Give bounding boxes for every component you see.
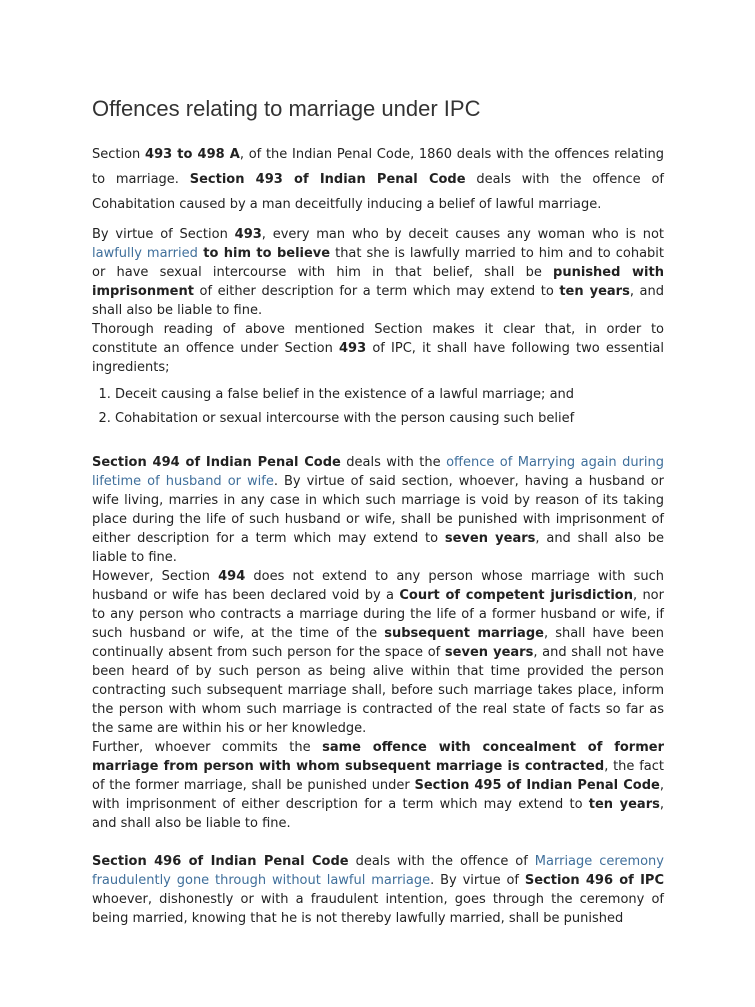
bold-text: seven years bbox=[444, 645, 534, 660]
bold-text: punished with imprisonment bbox=[92, 265, 664, 299]
bold-text: Section 495 of Indian Penal Code bbox=[414, 778, 660, 793]
document-page bbox=[92, 96, 664, 928]
bold-text: 493 bbox=[234, 227, 262, 242]
bold-text: seven years bbox=[444, 531, 536, 546]
link-marriage-ceremony[interactable]: Marriage ceremony fraudulently gone through without lawful marriage bbox=[92, 854, 664, 888]
text: , nor to any person who contracts a marriage during the life of a former husband or wife, if such husband or wife, at the time of the bbox=[92, 588, 664, 641]
text: , and shall also be liable to fine. bbox=[92, 531, 664, 565]
text: , the fact of the former marriage, shall be punished under bbox=[92, 759, 664, 793]
text: , and shall also be liable to fine. bbox=[92, 284, 664, 318]
bold-text: 493 bbox=[339, 341, 367, 356]
text: Thorough reading of above mentioned Section makes it clear that, in order to constitute an offence under Section bbox=[92, 322, 664, 356]
paragraph-section-494 bbox=[92, 453, 664, 567]
text: Section bbox=[92, 147, 146, 162]
paragraph-ingredients-intro bbox=[92, 320, 664, 377]
text: Further, whoever commits the bbox=[92, 740, 323, 755]
text: , shall have been continually absent from such person for the space of bbox=[92, 626, 665, 660]
text: deals with the bbox=[340, 455, 447, 470]
page-title: Offences relating to marriage under IPC bbox=[92, 96, 481, 121]
text: of either description for a term which may extend to bbox=[193, 284, 560, 299]
paragraph-section-496 bbox=[92, 852, 664, 928]
bold-text: same offence with concealment of former marriage from person with whom subsequent marriage is contracted bbox=[92, 740, 664, 774]
bold-text: Section 493 of Indian Penal Code bbox=[189, 172, 466, 187]
text: of IPC, it shall have following two essential ingredients; bbox=[92, 341, 664, 375]
text: deals with the offence of Cohabitation caused by a man deceitfully inducing a belief of lawful marriage. bbox=[92, 172, 664, 212]
bold-text: 493 to 498 A bbox=[145, 147, 240, 162]
text: By virtue of Section bbox=[92, 227, 235, 242]
bold-text: 494 bbox=[218, 569, 246, 584]
link-lawfully-married[interactable]: lawfully married bbox=[92, 246, 198, 261]
paragraph-section-493-intro bbox=[92, 142, 664, 217]
paragraph-section-494-495-exceptions bbox=[92, 567, 664, 833]
bold-text: Court of competent jurisdiction bbox=[399, 588, 633, 603]
text: , every man who by deceit causes any woman who is not bbox=[261, 227, 664, 242]
text: However, Section bbox=[92, 569, 219, 584]
text: that she is lawfully married to him and to cohabit or have sexual intercourse with him in that belief, shall be bbox=[92, 246, 665, 280]
ingredients-list bbox=[92, 383, 664, 431]
bold-text: Section 494 of Indian Penal Code bbox=[92, 455, 341, 470]
text: , of the Indian Penal Code, 1860 deals with the offences relating to marriage. bbox=[92, 147, 665, 187]
link-marrying-again[interactable]: offence of Marrying again during lifetime of husband or wife bbox=[92, 455, 665, 489]
text: , and shall also be liable to fine. bbox=[92, 797, 664, 831]
bold-text: Section 496 of IPC bbox=[524, 873, 664, 888]
text: , and shall not have been heard of by such person as being alive within that time provided the person contracting such subsequent marriage shall, before such marriage takes place, inform the person with whom such marriage is contracted of the real state of facts so far as the same are within his or her knowledge. bbox=[92, 645, 664, 736]
text: does not extend to any person whose marriage with such husband or wife has been declared void by a bbox=[92, 569, 665, 603]
text: whoever, dishonestly or with a fraudulent intention, goes through the ceremony of being married, knowing that he is not thereby lawfully married, shall be punished bbox=[92, 892, 664, 926]
bold-text: ten years bbox=[588, 797, 660, 812]
text: deals with the offence of bbox=[348, 854, 535, 869]
list-item: 2. Cohabitation or sexual intercourse with the person causing such belief bbox=[115, 407, 664, 431]
bold-text: to him to believe bbox=[197, 246, 331, 261]
bold-text: subsequent marriage bbox=[384, 626, 544, 641]
text: . By virtue of said section, whoever, having a husband or wife living, marries in any case in which such marriage is void by reason of its taking place during the life of such husband or wife, shall be punished with imprisonment of either description for a term which may extend to bbox=[92, 474, 665, 546]
text: , with imprisonment of either description for a term which may extend to bbox=[92, 778, 664, 812]
list-item: 1. Deceit causing a false belief in the existence of a lawful marriage; and bbox=[115, 383, 664, 407]
bold-text: ten years bbox=[559, 284, 630, 299]
text: . By virtue of bbox=[430, 873, 525, 888]
bold-text: Section 496 of Indian Penal Code bbox=[92, 854, 349, 869]
paragraph-section-493-virtue bbox=[92, 225, 664, 320]
